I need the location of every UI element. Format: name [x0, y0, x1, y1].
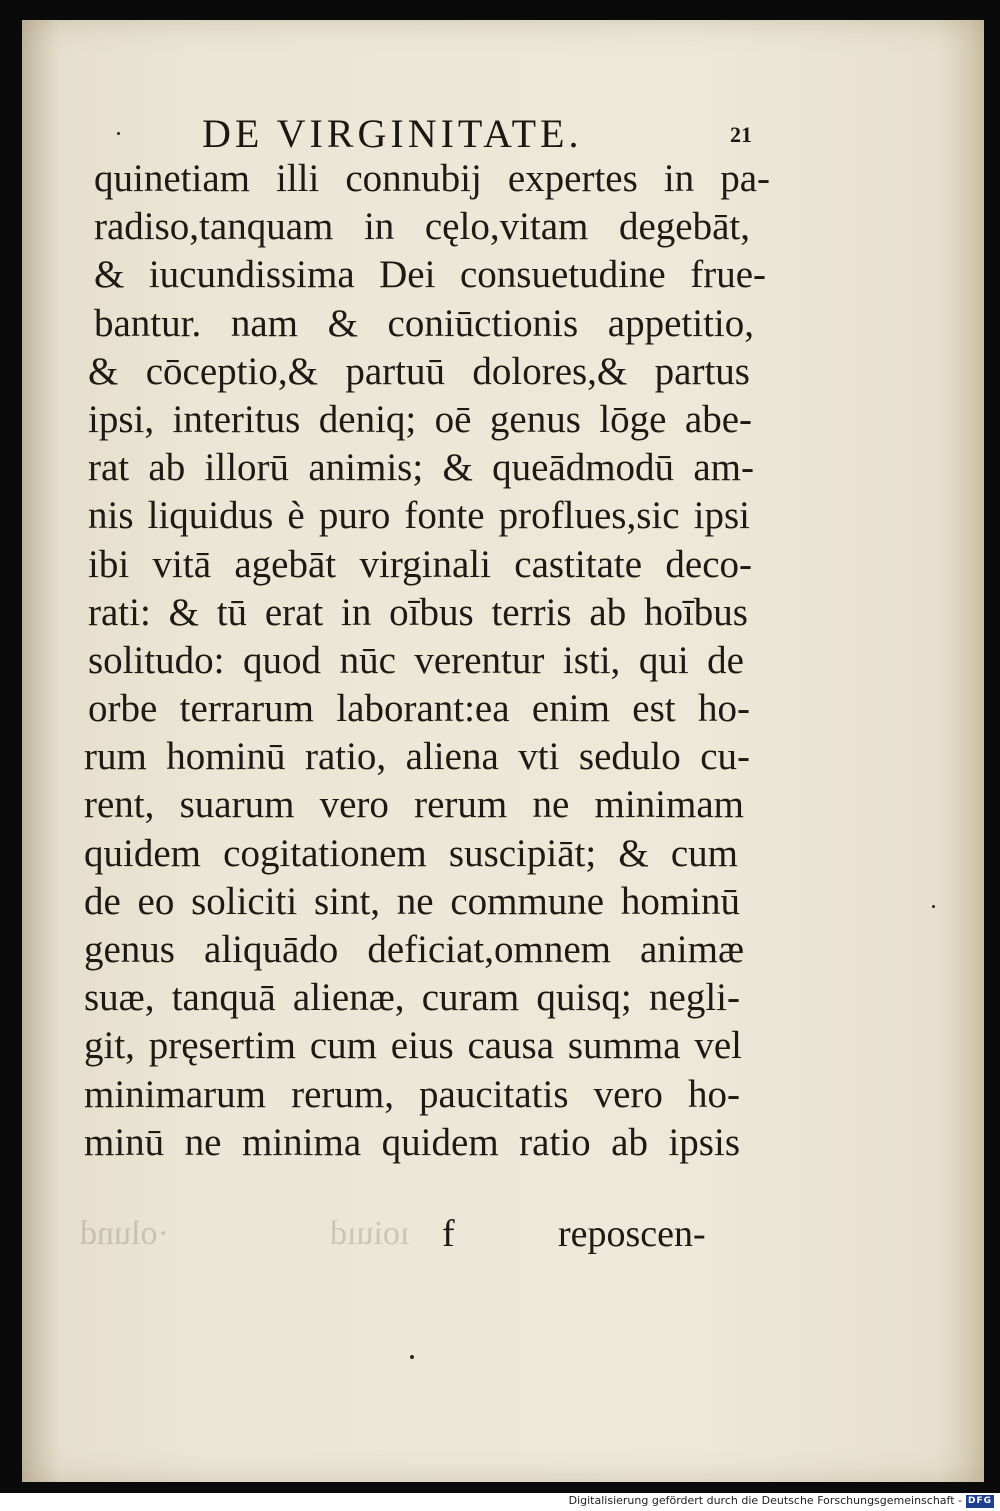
text-line: ibi vitā agebāt virginali castitate deco-	[88, 542, 752, 586]
text-line: rent, suarum vero rerum ne minimam	[84, 783, 744, 827]
text-line: minimarum rerum, paucitatis vero ho-	[84, 1072, 740, 1116]
text-line: quidem cogitationem suscipiāt; & cum	[84, 831, 738, 875]
text-line: rum hominū ratio, aliena vti sedulo cu-	[84, 735, 750, 779]
text-line: rati: & tū erat in oībus terris ab hoībus	[88, 590, 748, 634]
text-line: ipsi, interitus deniq; oē genus lōge abe-	[88, 397, 752, 441]
text-line: minū ne minima quidem ratio ab ipsis	[84, 1120, 740, 1164]
dfg-logo-icon: DFG	[967, 1496, 992, 1506]
text-line: orbe terrarum laborant:ea enim est ho-	[88, 687, 750, 731]
text-line: nis liquidus è puro fonte proflues,sic ipsi	[88, 494, 750, 538]
text-line: radiso,tanquam in cęlo,vitam degebāt,	[94, 205, 750, 249]
folio-number: 21	[730, 122, 752, 147]
signature-mark: f	[442, 1213, 455, 1255]
paper-speck	[117, 132, 120, 135]
digitization-footer	[0, 1493, 1000, 1511]
text-line: de eo soliciti sint, ne commune hominū	[84, 879, 740, 923]
catchword: reposcen-	[558, 1213, 706, 1255]
catchline	[442, 1212, 732, 1262]
text-line: rat ab illorū animis; & queādmodū am-	[88, 446, 754, 490]
text-line: git, pręsertim cum eius causa summa vel	[84, 1024, 742, 1068]
text-line: & cōceptio,& partuū dolores,& partus	[88, 349, 750, 393]
paper-speck	[932, 905, 935, 908]
funding-credit: Digitalisierung gefördert durch die Deutsche Forschungsgemeinschaft -	[568, 1494, 962, 1507]
paper-speck	[410, 1355, 414, 1359]
body-text	[50, 155, 770, 1167]
running-title: DE VIRGINITATE.	[202, 111, 583, 156]
text-line: bantur. nam & coniūctionis appetitio,	[94, 301, 754, 345]
show-through-ink: ·olund ıoiuıd	[80, 1215, 410, 1252]
text-line: suæ, tanquā alienæ, curam quisq; negli-	[84, 976, 740, 1020]
book-page	[22, 20, 984, 1482]
text-line: genus aliquādo deficiat,omnem animæ	[84, 928, 744, 971]
text-line: solitudo: quod nūc verentur isti, qui de	[88, 638, 744, 682]
text-line: & iucundissima Dei consuetudine frue-	[94, 253, 766, 297]
text-line: quinetiam illi connubij expertes in pa-	[94, 157, 770, 200]
